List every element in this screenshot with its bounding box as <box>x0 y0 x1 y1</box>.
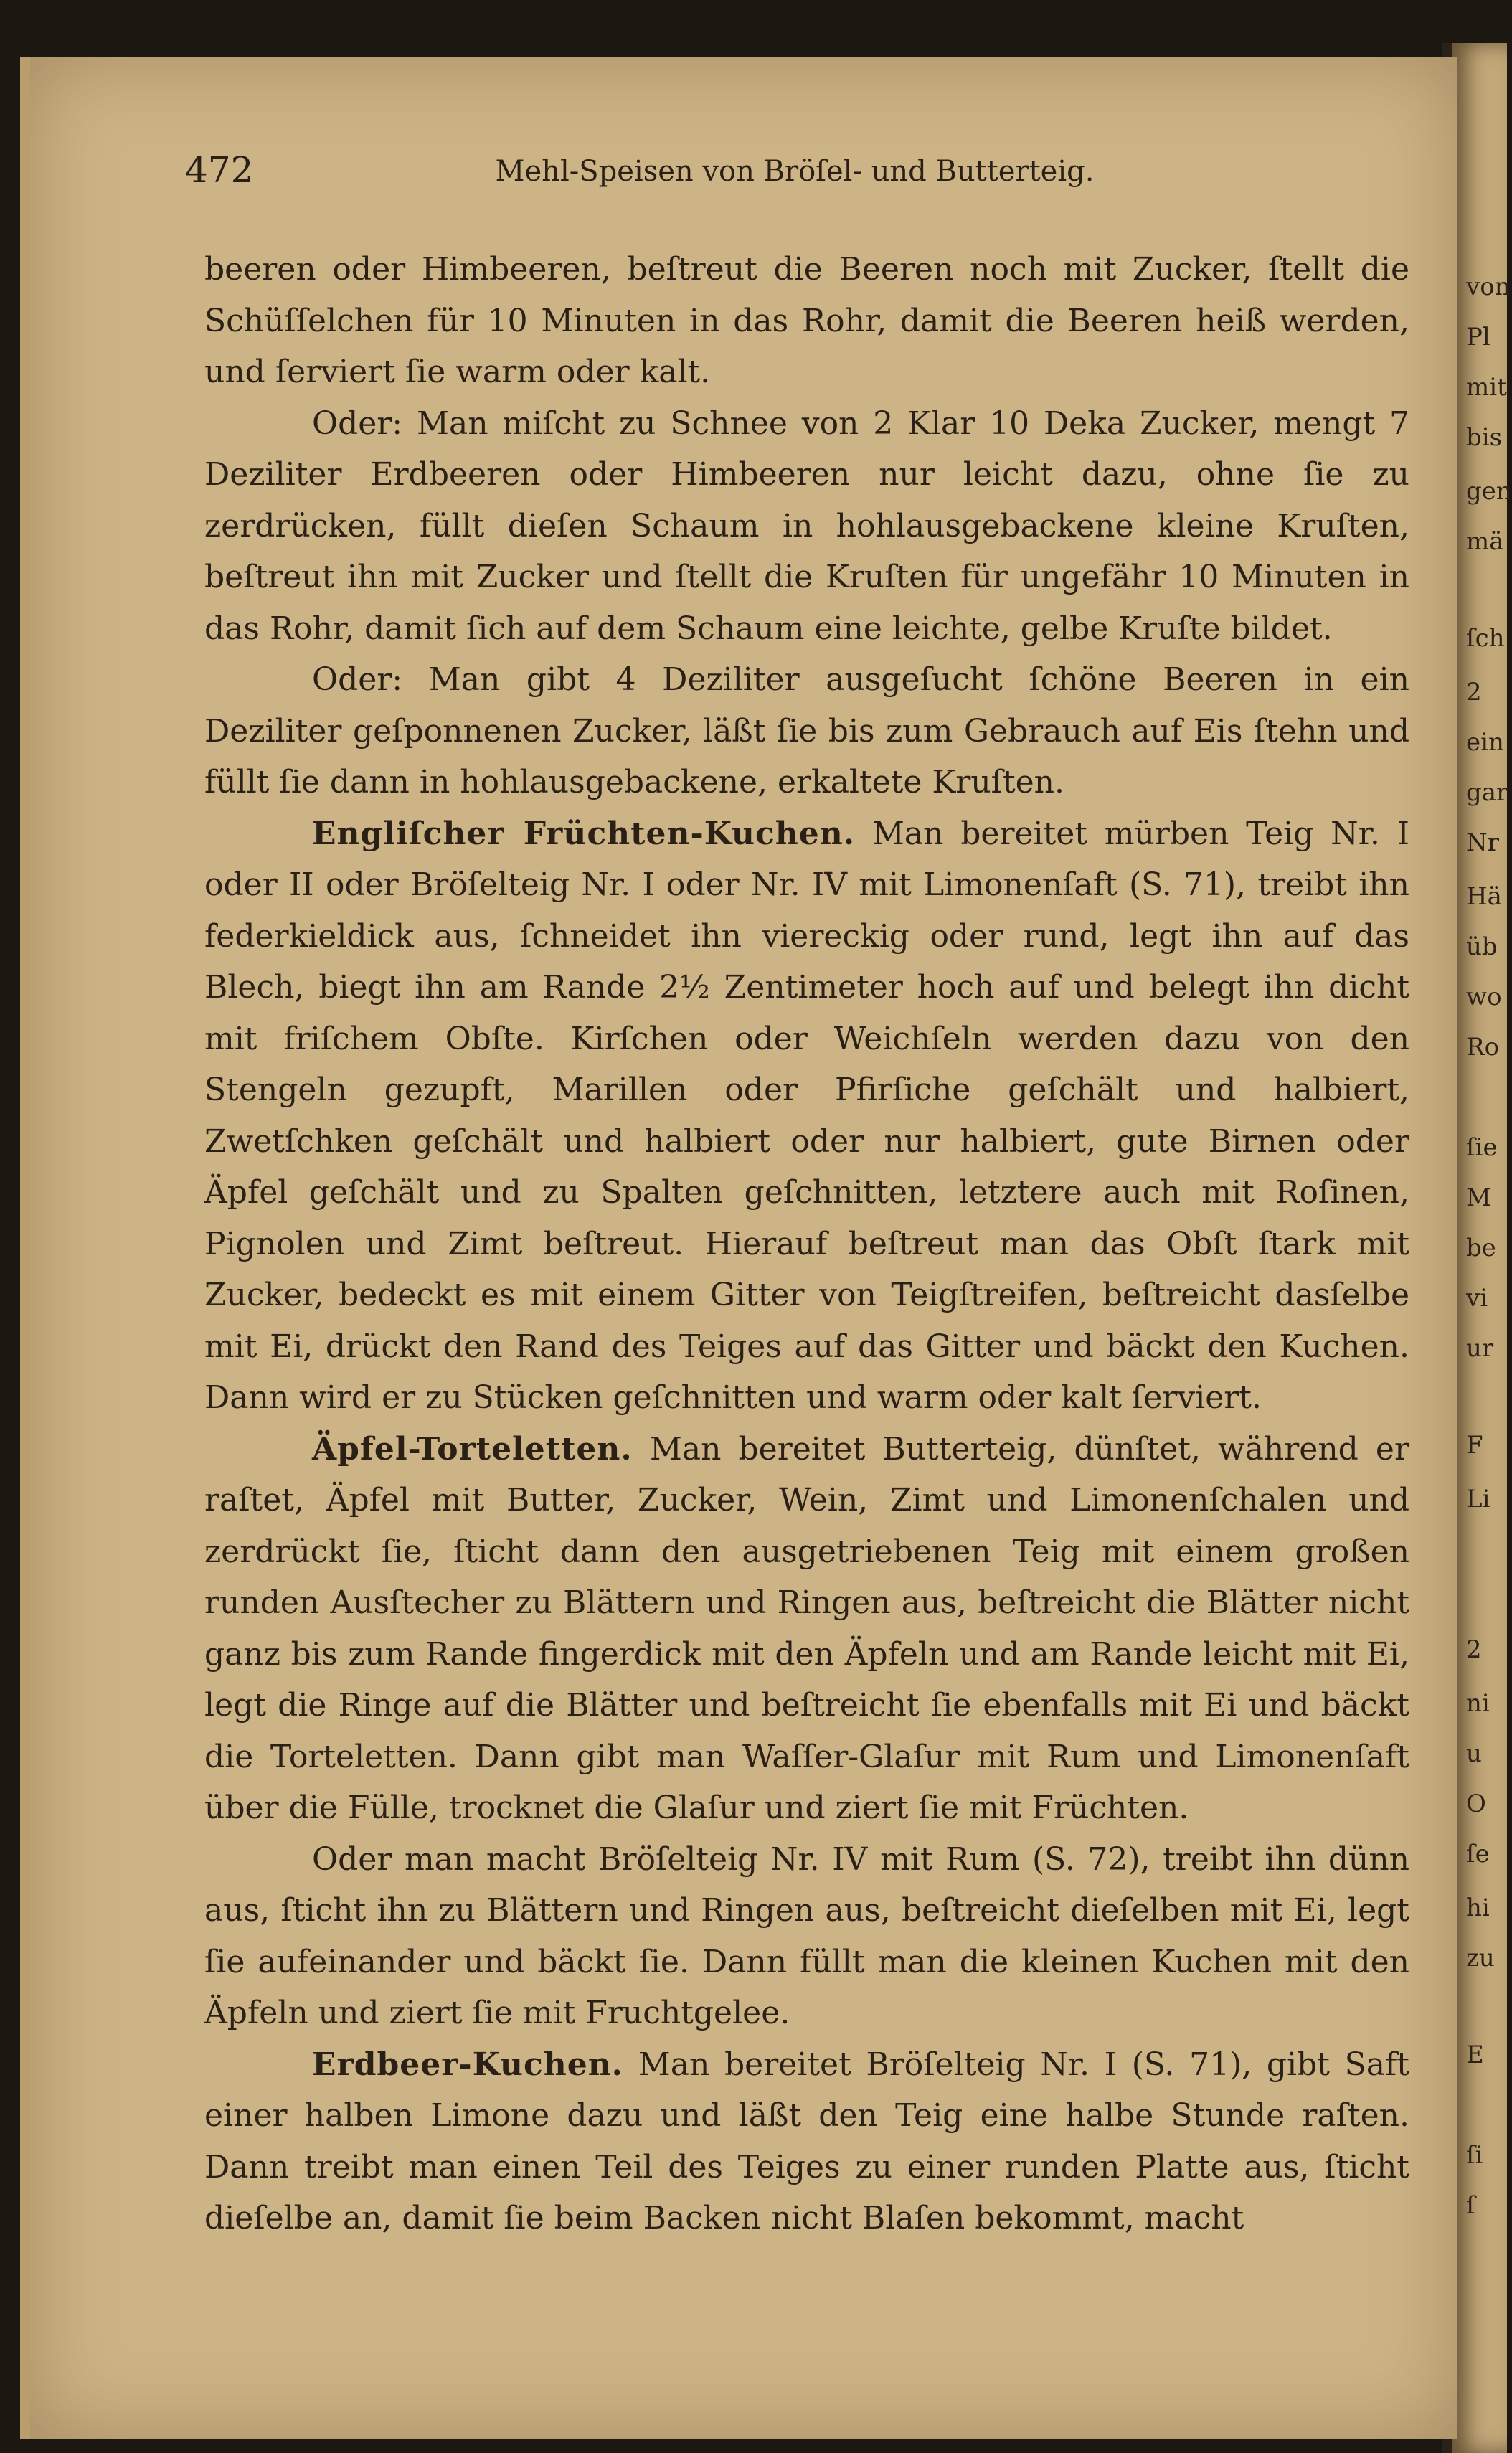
paragraph-text: Oder: Man miſcht zu Schnee von 2 Klar 10 Deka Zucker, mengt 7 Deziliter Erdbeeren oder Himbeeren nur leicht dazu, ohne ſie zu zerdrücken, füllt dieſen Schaum in hohlausgebackene kleine Kruſten, beſtreut ihn mit Zucker und ſtellt die Kruſten für ungefähr 10 Minuten in das Rohr, damit ſich auf dem Schaum eine leichte, gelbe Kruſte bildet. <box>204 405 1409 647</box>
paragraph-text: Man bereitet Butterteig, dünſtet, während er raſtet, Äpfel mit Butter, Zucker, Wein, Zimt und Limonenſchalen und zerdrückt ſie, ſticht dann den ausgetriebenen Teig mit einem großen runden Ausſtecher zu Blättern und Ringen aus, beſtreicht die Blätter nicht ganz bis zum Rande fingerdick mit den Äpfeln und am Rande leicht mit Ei, legt die Ringe auf die Blätter und beſtreicht ſie ebenfalls mit Ei und bäckt die Torteletten. Dann gibt man Waſſer-Glaſur mit Rum und Limonenſaft über die Fülle, trocknet die Glaſur und ziert ſie mit Früchten. <box>204 1430 1409 1826</box>
paragraph <box>204 244 1409 398</box>
neighbor-fragment: wo <box>1466 983 1502 1011</box>
paragraph-text: Man bereitet Bröſelteig Nr. I (S. 71), gibt Saft einer halben Limone dazu und läßt den Teig eine halbe Stunde raſten. Dann treibt man einen Teil des Teiges zu einer runden Platte aus, ſticht dieſelbe an, damit ſie beim Backen nicht Blaſen bekommt, macht <box>204 2046 1409 2236</box>
neighbor-fragment: mä <box>1466 527 1504 556</box>
neighbor-fragment: u <box>1466 1739 1482 1768</box>
page-number: 472 <box>185 149 254 191</box>
neighbor-fragment: ni <box>1466 1689 1490 1718</box>
neighbor-fragment: ſi <box>1466 2141 1483 2170</box>
neighbor-fragment: E <box>1466 2041 1484 2069</box>
neighbor-fragment: 2 <box>1466 678 1482 706</box>
neighbor-fragment: Hä <box>1466 882 1502 911</box>
neighbor-fragment: M <box>1466 1183 1491 1212</box>
neighbor-fragment: ein <box>1466 728 1504 757</box>
neighbor-fragment: 2 <box>1466 1635 1482 1664</box>
neighbor-fragment: gen <box>1466 477 1512 506</box>
neighbor-fragment: Li <box>1466 1485 1490 1513</box>
neighbor-fragment: üb <box>1466 932 1498 961</box>
body-text <box>204 244 1409 2244</box>
neighbor-fragment: zu <box>1466 1944 1495 1972</box>
recipe-paragraph <box>204 2039 1409 2244</box>
neighbor-fragment: bis <box>1466 423 1503 452</box>
paragraph-text: beeren oder Himbeeren, beſtreut die Beeren noch mit Zucker, ſtellt die Schüſſelchen für 10 Minuten in das Rohr, damit die Beeren heiß werden, und ſerviert ſie warm oder kalt. <box>204 251 1409 390</box>
neighbor-fragment: ſie <box>1466 1133 1498 1162</box>
recipe-title: Äpfel-Torteletten. <box>312 1430 633 1467</box>
neighbor-fragment: vi <box>1466 1284 1488 1313</box>
neighbor-fragment: ſ <box>1466 2191 1475 2220</box>
paragraph-text: Man bereitet mürben Teig Nr. I oder II oder Bröſelteig Nr. I oder Nr. IV mit Limonenſaft (S. 71), treibt ihn federkieldick aus, ſchneidet ihn viereckig oder rund, legt ihn auf das Blech, biegt ihn am Rande 2½ Zentimeter hoch auf und belegt ihn dicht mit friſchem Obſte. Kirſchen oder Weichſeln werden dazu von den Stengeln gezupft, Marillen oder Pfirſiche geſchält und halbiert, Zwetſchken geſchält und halbiert oder nur halbiert, gute Birnen oder Äpfel geſchält und zu Spalten geſchnitten, letztere auch mit Roſinen, Pignolen und Zimt beſtreut. Hierauf beſtreut man das Obſt ſtark mit Zucker, bedeckt es mit einem Gitter von Teigſtreifen, beſtreicht dasſelbe mit Ei, drückt den Rand des Teiges auf das Gitter und bäckt den Kuchen. Dann wird er zu Stücken geſchnitten und warm oder kalt ſerviert. <box>204 815 1410 1416</box>
neighbor-fragment: ſe <box>1466 1840 1490 1868</box>
recipe-paragraph <box>204 1424 1409 1834</box>
neighbor-fragment: be <box>1466 1234 1496 1262</box>
neighbor-fragment: Pl <box>1466 323 1490 351</box>
paragraph <box>204 398 1409 655</box>
neighbor-fragment: gar <box>1466 778 1508 807</box>
paragraph <box>204 654 1409 808</box>
neighbor-fragment: mit <box>1466 373 1507 402</box>
neighbor-fragment: Ro <box>1466 1033 1500 1062</box>
neighbor-fragment: ur <box>1466 1334 1494 1363</box>
recipe-title: Erdbeer-Kuchen. <box>312 2046 624 2083</box>
paragraph <box>204 1834 1409 2039</box>
neighbor-fragment: ſch <box>1466 624 1505 653</box>
neighbor-fragment: hi <box>1466 1894 1490 1922</box>
page-header <box>185 149 1419 207</box>
paragraph-text: Oder: Man gibt 4 Deziliter ausgeſucht ſchöne Beeren in ein Deziliter geſponnenen Zucker, läßt ſie bis zum Gebrauch auf Eis ſtehn und füllt ſie dann in hohlausgebackene, erkaltete Kruſten. <box>204 661 1409 800</box>
neighbor-fragment: Nr <box>1466 828 1500 857</box>
neighbor-fragment: von <box>1466 273 1511 301</box>
paragraph-text: Oder man macht Bröſelteig Nr. IV mit Rum (S. 72), treibt ihn dünn aus, ſticht ihn zu Blättern und Ringen aus, beſtreicht dieſelben mit Ei, legt ſie aufeinander und bäckt ſie. Dann füllt man die kleinen Kuchen mit den Äpfeln und ziert ſie mit Fruchtgelee. <box>204 1840 1409 2031</box>
recipe-title: Engliſcher Früchten-Kuchen. <box>312 815 856 852</box>
neighbor-fragment: F <box>1466 1431 1483 1460</box>
running-head: Mehl-Speisen von Bröſel- und Butterteig. <box>495 155 1095 188</box>
recipe-paragraph <box>204 808 1409 1424</box>
neighbor-fragment: O <box>1466 1790 1486 1818</box>
